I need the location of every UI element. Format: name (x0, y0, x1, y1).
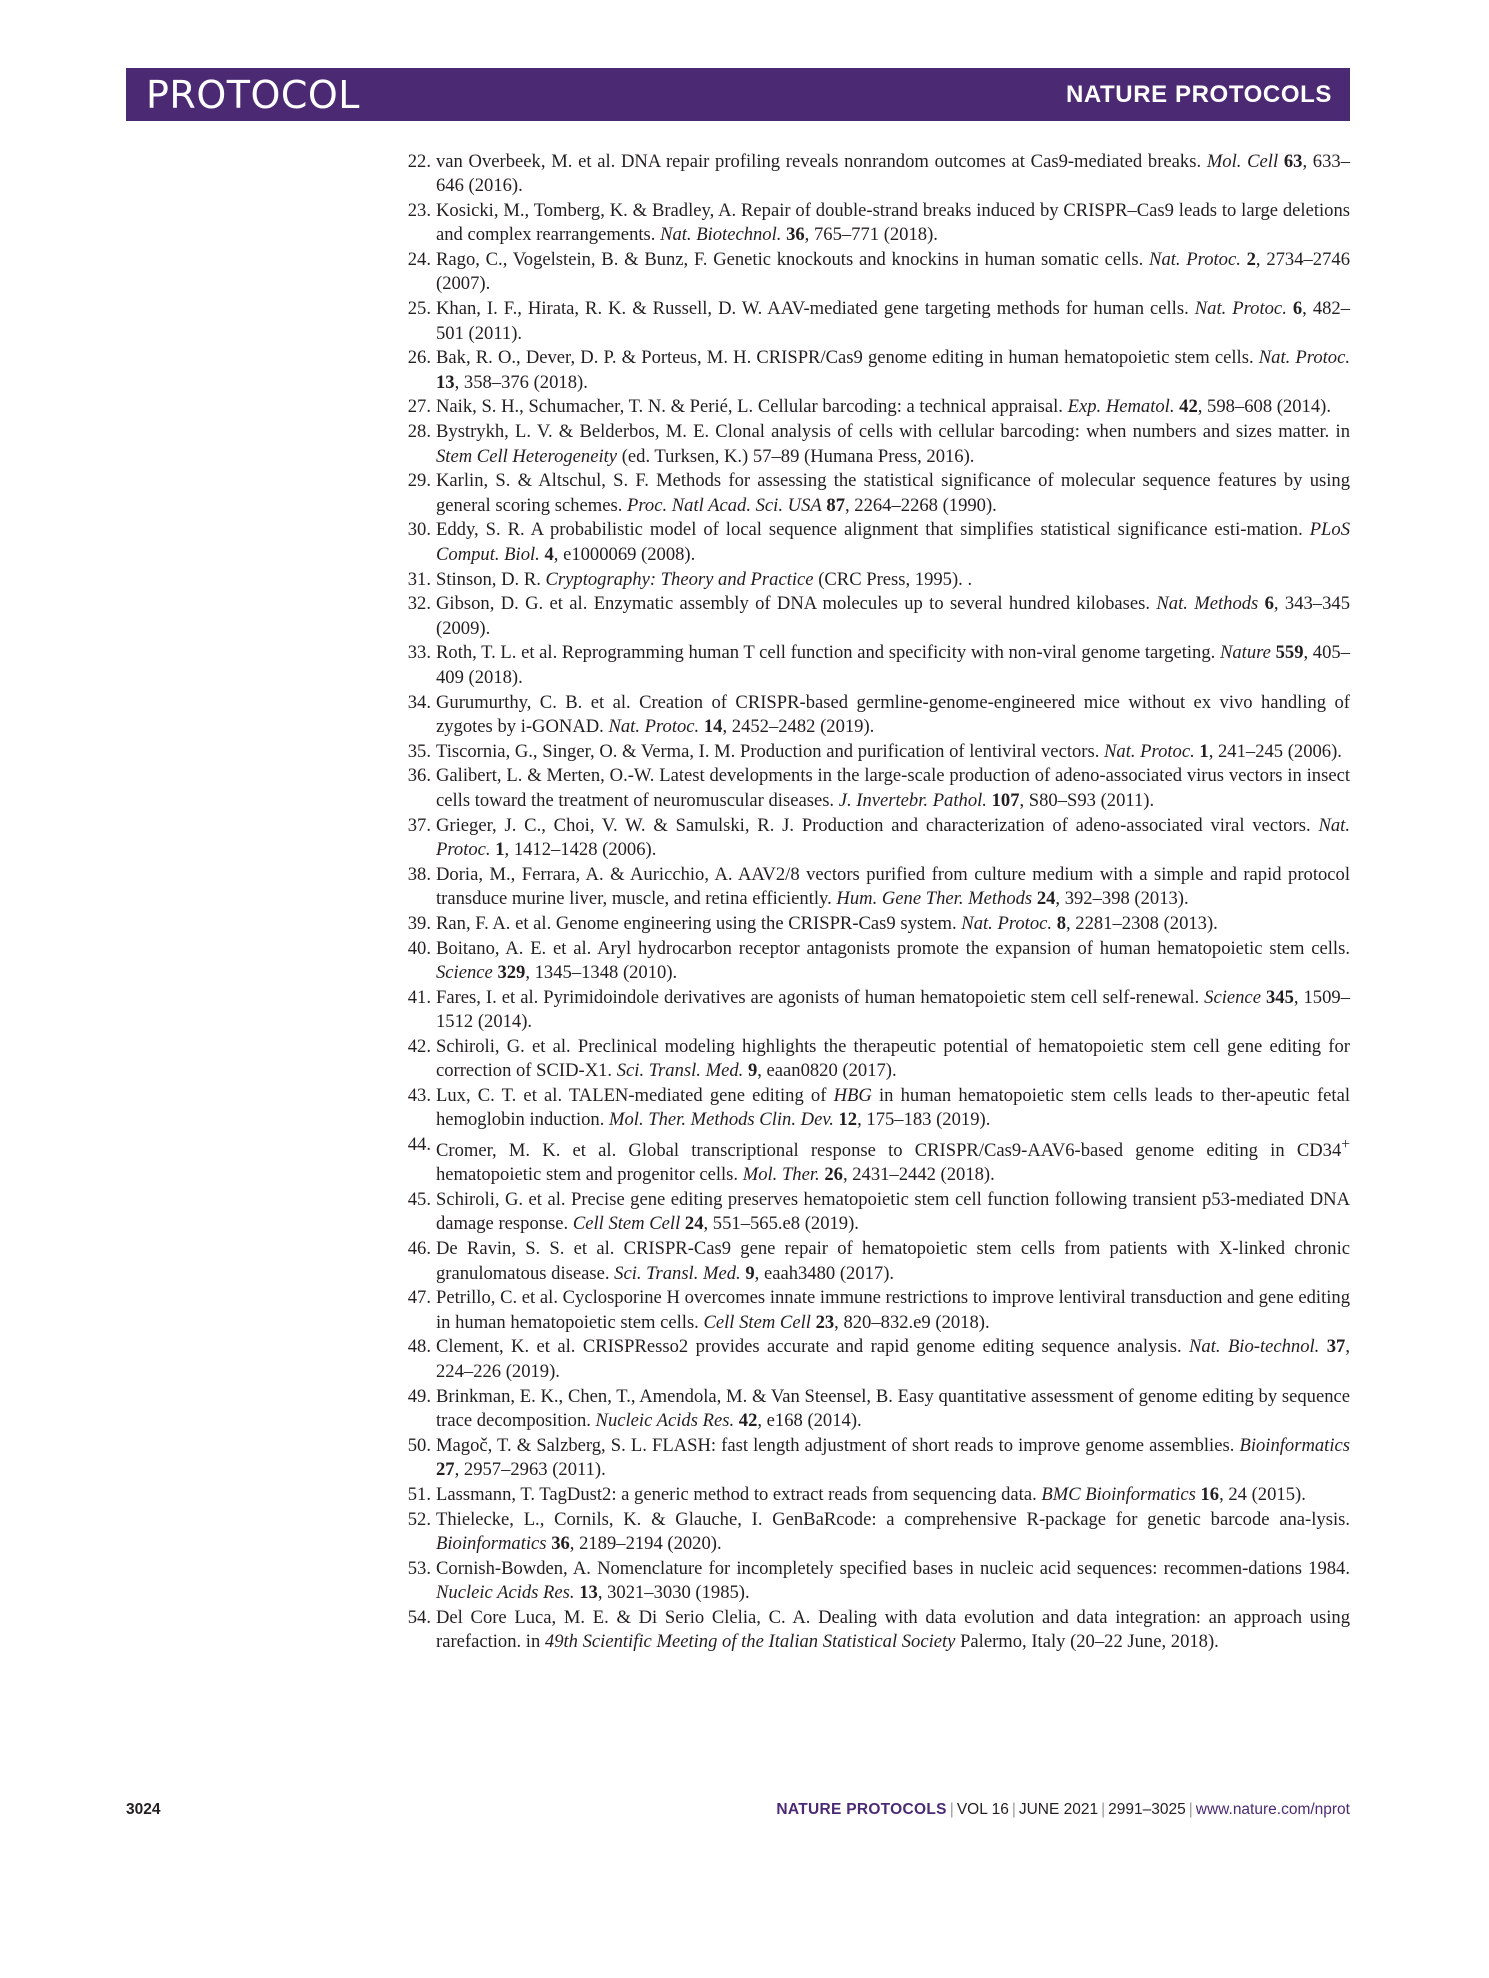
reference-text: Gurumurthy, C. B. et al. Creation of CRISPR-based germline-genome-engineered mice without ex vivo handling of zygotes by i-GONAD. (436, 691, 1350, 737)
reference-text: , 598–608 (2014). (1197, 396, 1331, 418)
reference-item (396, 568, 1350, 592)
reference-number: 53. (407, 1557, 431, 1579)
reference-volume: 2 (1246, 249, 1256, 271)
reference-volume: 6 (1292, 298, 1303, 320)
reference-text: Del Core Luca, M. E. & Di Serio Clelia, C. A. Dealing with data evolution and data integration: an approach using rarefaction. in (436, 1606, 1350, 1652)
reference-text: , S80–S93 (2011). (1019, 789, 1155, 811)
reference-italic: Nat. Protoc. (1194, 298, 1287, 320)
journal-url-link[interactable]: www.nature.com/nprot (1195, 1801, 1350, 1818)
reference-volume: 37 (1326, 1336, 1346, 1358)
reference-italic: Exp. Hematol. (1067, 396, 1175, 418)
reference-item (396, 691, 1350, 740)
reference-text: Roth, T. L. et al. Reprogramming human T cell function and specificity with non-viral genome targeting. (436, 642, 1220, 664)
reference-text: Schiroli, G. et al. Preclinical modeling highlights the therapeutic potential of hematopoietic stem cell gene editing for correction of SCID-X1. (436, 1035, 1350, 1081)
reference-number: 30. (407, 519, 431, 541)
reference-item (396, 986, 1350, 1035)
reference-item (396, 1508, 1350, 1557)
reference-italic: Sci. Transl. Med. (616, 1059, 744, 1081)
reference-item (396, 1557, 1350, 1606)
footer-separator: | (1011, 1801, 1016, 1818)
reference-volume: 42 (738, 1409, 758, 1431)
reference-text: , 24 (2015). (1219, 1483, 1306, 1505)
reference-italic: HBG (833, 1084, 872, 1106)
reference-number: 46. (407, 1238, 431, 1260)
reference-text: Grieger, J. C., Choi, V. W. & Samulski, R. J. Production and characterization of adeno-associated viral vectors. (436, 814, 1319, 836)
reference-item (396, 1286, 1350, 1335)
footer-date: JUNE 2021 (1018, 1801, 1099, 1818)
reference-item (396, 937, 1350, 986)
footer-volume: VOL 16 (956, 1801, 1009, 1818)
reference-text: Schiroli, G. et al. Precise gene editing preserves hematopoietic stem cell function following transient p53-mediated DNA damage response. (436, 1189, 1350, 1235)
page-footer (126, 1801, 1350, 1825)
reference-item (396, 518, 1350, 567)
reference-italic: Science (436, 961, 493, 983)
reference-italic: Cell Stem Cell (572, 1213, 681, 1235)
reference-number: 22. (407, 151, 431, 172)
reference-text: in human hematopoietic stem cells leads to ther-apeutic fetal hemoglobin induction. (436, 1084, 1350, 1131)
reference-volume: 36 (786, 224, 805, 246)
reference-item (396, 1084, 1350, 1133)
reference-number: 32. (407, 593, 431, 615)
reference-text: , 2431–2442 (2018). (842, 1164, 995, 1186)
reference-volume: 24 (684, 1213, 704, 1235)
reference-italic: Science (1204, 986, 1261, 1008)
reference-number: 52. (407, 1508, 431, 1530)
reference-text: , 175–183 (2019). (857, 1109, 991, 1131)
reference-number: 47. (407, 1287, 431, 1309)
reference-volume: 23 (815, 1311, 835, 1333)
reference-text: , 482–501 (2011). (436, 298, 1351, 344)
reference-text: Lassmann, T. TagDust2: a generic method to extract reads from sequencing data. (436, 1483, 1042, 1505)
reference-text: Naik, S. H., Schumacher, T. N. & Perié, L. Cellular barcoding: a technical appraisal. (436, 396, 1068, 418)
reference-item (396, 395, 1350, 419)
reference-volume: 26 (824, 1164, 843, 1186)
reference-number: 23. (407, 200, 431, 222)
reference-text: Palermo, Italy (20–22 June, 2018). (955, 1631, 1219, 1652)
reference-italic: Nat. Bio-technol. (1189, 1336, 1320, 1358)
reference-text: Gibson, D. G. et al. Enzymatic assembly of DNA molecules up to several hundred kilobases. (436, 593, 1157, 615)
reference-text: , 2452–2482 (2019). (722, 715, 875, 737)
reference-italic: Nat. Protoc. (1258, 347, 1350, 369)
reference-number: 39. (407, 912, 431, 934)
reference-number: 34. (407, 691, 431, 713)
reference-number: 36. (407, 765, 431, 787)
reference-volume: 559 (1275, 642, 1304, 664)
reference-volume: 6 (1264, 593, 1274, 615)
reference-italic: Nucleic Acids Res. (436, 1581, 575, 1603)
reference-italic: Nat. Protoc. (1104, 740, 1195, 762)
reference-number: 44. (407, 1133, 431, 1155)
reference-item (396, 1606, 1350, 1655)
reference-text: Cornish-Bowden, A. Nomenclature for incompletely specified bases in nucleic acid sequences: recommen-dations 1984. (436, 1557, 1350, 1579)
reference-text: , 392–398 (2013). (1055, 887, 1189, 909)
reference-item (396, 1335, 1350, 1384)
reference-text: , 405–409 (2018). (436, 642, 1350, 688)
reference-italic: Stem Cell Heterogeneity (436, 445, 618, 467)
reference-item (396, 1035, 1350, 1084)
reference-text: , 2264–2268 (1990). (844, 494, 997, 516)
reference-text: , e1000069 (2008). (553, 543, 696, 565)
header-banner (126, 68, 1350, 121)
reference-text: Eddy, S. R. A probabilistic model of local sequence alignment that simplifies statistical significance esti-mation. (436, 519, 1310, 541)
reference-italic: Nat. Methods (1156, 593, 1259, 615)
reference-item (396, 248, 1350, 297)
reference-item (396, 592, 1350, 641)
reference-text: , 3021–3030 (1985). (597, 1581, 750, 1603)
reference-volume: 13 (579, 1581, 598, 1603)
reference-text: Fares, I. et al. Pyrimidoindole derivatives are agonists of human hematopoietic stem cell self-renewal. (436, 986, 1205, 1008)
reference-text: , 241–245 (2006). (1208, 740, 1342, 762)
reference-volume: 12 (838, 1109, 858, 1131)
reference-text: van Overbeek, M. et al. DNA repair profiling reveals nonrandom outcomes at Cas9-mediated breaks. (436, 151, 1207, 172)
reference-number: 49. (407, 1385, 431, 1407)
reference-volume: 345 (1265, 986, 1294, 1008)
reference-text: , 2189–2194 (2020). (569, 1532, 722, 1554)
reference-item (396, 641, 1350, 690)
reference-text: , 1345–1348 (2010). (525, 961, 678, 983)
reference-number: 41. (407, 986, 431, 1008)
reference-text: , 2281–2308 (2013). (1065, 912, 1218, 934)
reference-text: Stinson, D. R. (436, 568, 546, 590)
reference-item (396, 912, 1350, 936)
reference-volume: 36 (551, 1532, 570, 1554)
reference-text: Bystrykh, L. V. & Belderbos, M. E. Clonal analysis of cells with cellular barcoding: when numbers and sizes matter. in (436, 421, 1350, 443)
reference-number: 27. (407, 396, 431, 418)
reference-number: 24. (407, 249, 431, 271)
reference-italic: Mol. Cell (1206, 151, 1279, 172)
reference-text: Karlin, S. & Altschul, S. F. Methods for assessing the statistical significance of molecular sequence features by using general scoring schemes. (436, 470, 1350, 516)
reference-number: 31. (407, 568, 431, 590)
reference-text: Ran, F. A. et al. Genome engineering using the CRISPR-Cas9 system. (436, 912, 962, 934)
reference-italic: Nat. Protoc. (1149, 249, 1241, 271)
reference-number: 25. (407, 298, 431, 320)
reference-item (396, 420, 1350, 469)
reference-text: , eaah3480 (2017). (754, 1262, 895, 1284)
reference-text: , e168 (2014). (757, 1409, 862, 1431)
journal-name: NATURE PROTOCOLS (1065, 80, 1332, 108)
reference-number: 33. (407, 642, 431, 664)
reference-item (396, 740, 1350, 764)
reference-italic: Cell Stem Cell (703, 1311, 811, 1333)
reference-number: 48. (407, 1336, 431, 1358)
reference-italic: Bioinformatics (436, 1532, 547, 1554)
reference-volume: 8 (1056, 912, 1066, 934)
reference-text: Magoč, T. & Salzberg, S. L. FLASH: fast length adjustment of short reads to improve genome assemblies. (436, 1434, 1240, 1456)
reference-italic: 49th Scientific Meeting of the Italian Statistical Society (544, 1631, 956, 1652)
reference-text: Bak, R. O., Dever, D. P. & Porteus, M. H. CRISPR/Cas9 genome editing in human hematopoietic stem cells. (436, 347, 1259, 369)
reference-italic: Nature (1219, 642, 1271, 664)
reference-item (396, 1237, 1350, 1286)
reference-volume: 1 (495, 838, 505, 860)
reference-number: 43. (407, 1084, 431, 1106)
footer-separator: | (949, 1801, 954, 1818)
reference-text: , 2734–2746 (2007). (436, 249, 1350, 295)
reference-italic: Cryptography: Theory and Practice (545, 568, 814, 590)
reference-text: , 343–345 (2009). (436, 593, 1350, 639)
footer-citation (776, 1801, 1350, 1819)
reference-text: , 551–565.e8 (2019). (703, 1213, 859, 1235)
reference-text: Galibert, L. & Merten, O.-W. Latest developments in the large-scale production of adeno-associated virus vectors in insect cells toward the treatment of neuromuscular diseases. (436, 765, 1350, 811)
reference-number: 28. (407, 421, 431, 443)
reference-item (396, 863, 1350, 912)
footer-journal: NATURE PROTOCOLS (776, 1801, 947, 1818)
reference-italic: Nat. Biotechnol. (660, 224, 782, 246)
reference-italic: Bioinformatics (1239, 1434, 1350, 1456)
reference-item (396, 1385, 1350, 1434)
reference-item (396, 150, 1350, 199)
reference-italic: J. Invertebr. Pathol. (838, 789, 987, 811)
reference-text: hematopoietic stem and progenitor cells. (436, 1164, 743, 1186)
reference-text: Brinkman, E. K., Chen, T., Amendola, M. & Van Steensel, B. Easy quantitative assessment of genome editing by sequence trace decomposition. (436, 1385, 1350, 1431)
reference-text: , 1412–1428 (2006). (504, 838, 657, 860)
reference-text: , 820–832.e9 (2018). (834, 1311, 990, 1333)
reference-item (396, 1133, 1350, 1188)
reference-italic: Hum. Gene Ther. Methods (836, 887, 1033, 909)
reference-italic: Mol. Ther. (742, 1164, 820, 1186)
reference-item (396, 814, 1350, 863)
reference-text: (CRC Press, 1995). . (813, 568, 973, 590)
reference-item (396, 1188, 1350, 1237)
reference-number: 54. (407, 1606, 431, 1628)
reference-item (396, 1434, 1350, 1483)
reference-italic: Nat. Protoc. (608, 715, 700, 737)
reference-volume: 9 (747, 1059, 758, 1081)
reference-text: Rago, C., Vogelstein, B. & Bunz, F. Genetic knockouts and knockins in human somatic cells. (436, 249, 1150, 271)
reference-italic: PLoS Comput. Biol. (436, 519, 1350, 565)
reference-item (396, 1483, 1350, 1507)
reference-number: 40. (407, 937, 431, 959)
reference-superscript: + (1341, 1135, 1350, 1153)
reference-text: Cromer, M. K. et al. Global transcriptional response to CRISPR/Cas9-AAV6-based genome editing in CD34 (436, 1140, 1342, 1162)
reference-text: Khan, I. F., Hirata, R. K. & Russell, D. W. AAV-mediated gene targeting methods for human cells. (436, 298, 1195, 320)
reference-text: Tiscornia, G., Singer, O. & Verma, I. M. Production and purification of lentiviral vectors. (436, 740, 1105, 762)
reference-number: 38. (407, 863, 431, 885)
reference-number: 35. (407, 740, 431, 762)
reference-volume: 13 (436, 371, 455, 393)
reference-text: , 1509–1512 (2014). (436, 986, 1350, 1032)
reference-item (396, 297, 1350, 346)
reference-text: , 358–376 (2018). (454, 371, 588, 393)
reference-volume: 1 (1199, 740, 1209, 762)
reference-number: 37. (407, 814, 431, 836)
reference-italic: Sci. Transl. Med. (614, 1262, 741, 1284)
reference-italic: Nat. Protoc. (961, 912, 1053, 934)
reference-italic: Nat. Protoc. (436, 814, 1350, 860)
reference-text: , 765–771 (2018). (804, 224, 938, 246)
reference-text: Kosicki, M., Tomberg, K. & Bradley, A. Repair of double-strand breaks induced by CRISPR–Cas9 leads to large deletions and complex rearrangements. (436, 200, 1350, 246)
reference-volume: 107 (991, 789, 1020, 811)
reference-item (396, 199, 1350, 248)
reference-number: 42. (407, 1035, 431, 1057)
reference-text: Boitano, A. E. et al. Aryl hydrocarbon receptor antagonists promote the expansion of human hematopoietic stem cells. (436, 937, 1350, 959)
reference-italic: Proc. Natl Acad. Sci. USA (627, 494, 822, 516)
reference-item (396, 469, 1350, 518)
reference-italic: BMC Bioinformatics (1041, 1483, 1196, 1505)
reference-volume: 87 (826, 494, 845, 516)
page-number: 3024 (126, 1801, 161, 1818)
reference-text: , 224–226 (2019). (436, 1336, 1350, 1382)
footer-pages: 2991–3025 (1108, 1801, 1186, 1818)
reference-list (396, 150, 1350, 1655)
reference-volume: 27 (436, 1458, 455, 1480)
reference-volume: 9 (745, 1262, 755, 1284)
reference-volume: 14 (703, 715, 723, 737)
reference-volume: 329 (497, 961, 526, 983)
reference-text: Petrillo, C. et al. Cyclosporine H overcomes innate immune restrictions to improve lentiviral transduction and gene editing in human hematopoietic stem cells. (436, 1287, 1350, 1333)
reference-number: 29. (407, 470, 431, 492)
reference-italic: Mol. Ther. Methods Clin. Dev. (609, 1109, 834, 1131)
section-label: PROTOCOL (146, 72, 360, 117)
reference-number: 50. (407, 1434, 431, 1456)
reference-volume: 24 (1036, 887, 1056, 909)
reference-text: Clement, K. et al. CRISPResso2 provides accurate and rapid genome editing sequence analysis. (436, 1336, 1190, 1358)
reference-volume: 4 (544, 543, 554, 565)
reference-text: , 2957–2963 (2011). (454, 1458, 606, 1480)
reference-text: Thielecke, L., Cornils, K. & Glauche, I. GenBaRcode: a comprehensive R-package for genetic barcode ana-lysis. (436, 1508, 1350, 1530)
reference-volume: 16 (1200, 1483, 1220, 1505)
reference-text: Lux, C. T. et al. TALEN-mediated gene editing of (436, 1084, 834, 1106)
reference-item (396, 346, 1350, 395)
reference-text (1319, 1336, 1326, 1357)
reference-text: , eaan0820 (2017). (757, 1059, 897, 1081)
reference-number: 51. (407, 1483, 431, 1505)
reference-number: 45. (407, 1189, 431, 1211)
footer-separator: | (1188, 1801, 1193, 1818)
reference-number: 26. (407, 347, 431, 369)
reference-text: De Ravin, S. S. et al. CRISPR-Cas9 gene repair of hematopoietic stem cells from patients with X-linked chronic granulomatous disease. (436, 1238, 1350, 1284)
reference-text: (ed. Turksen, K.) 57–89 (Humana Press, 2016). (617, 445, 975, 467)
footer-separator: | (1101, 1801, 1106, 1818)
reference-volume: 63 (1283, 151, 1303, 172)
reference-item (396, 764, 1350, 813)
reference-volume: 42 (1179, 396, 1198, 418)
reference-text: , 633–646 (2016). (436, 151, 1350, 197)
reference-italic: Nucleic Acids Res. (595, 1409, 735, 1431)
reference-text: Doria, M., Ferrara, A. & Auricchio, A. AAV2/8 vectors purified from culture medium with a simple and rapid protocol transduce murine liver, muscle, and retina efficiently. (436, 863, 1350, 909)
